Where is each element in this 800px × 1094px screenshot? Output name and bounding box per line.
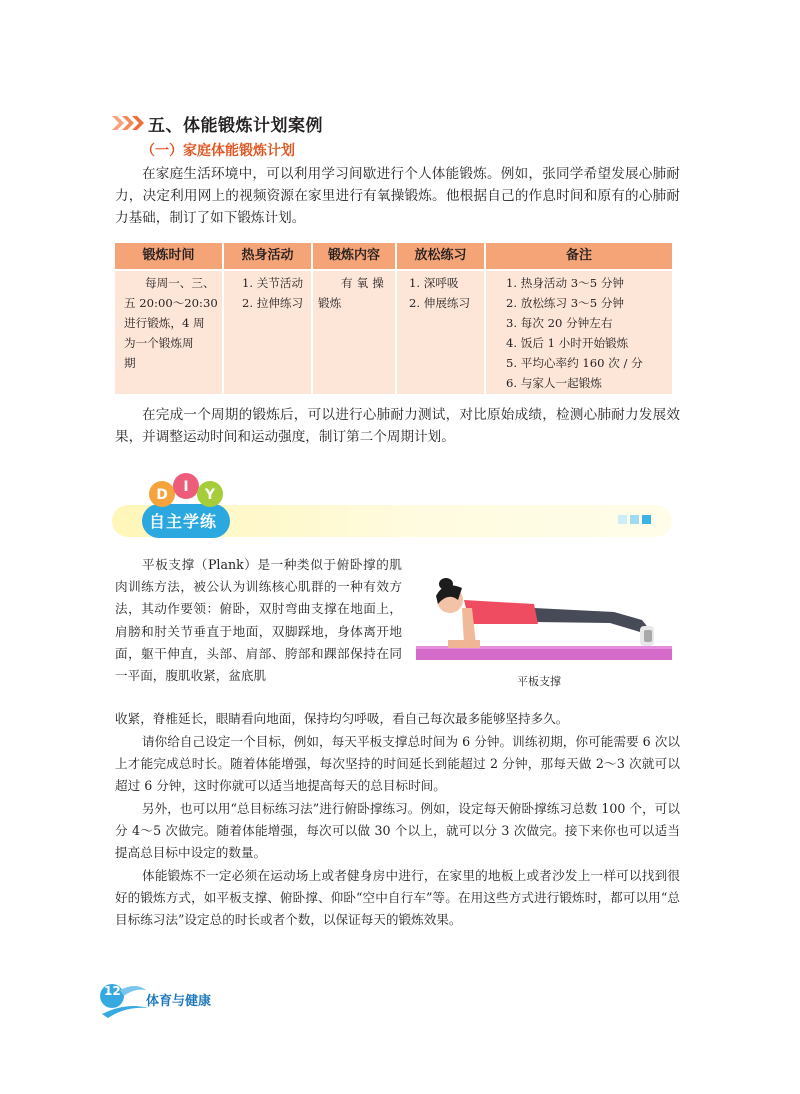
table-cell-line: 1. 深呼吸 bbox=[409, 276, 459, 290]
table-cell-line: 期 bbox=[124, 356, 136, 370]
book-title: 体育与健康 bbox=[146, 994, 212, 1009]
banner-square-icon bbox=[618, 515, 627, 524]
table-cell-line: 有氧操 bbox=[341, 276, 388, 290]
banner-square-icon bbox=[630, 515, 639, 524]
table-header-cooldown: 放松练习 bbox=[397, 243, 486, 269]
table-cell-line: 为一个锻炼周 bbox=[124, 336, 194, 350]
plank-paragraph-3: 另外，也可以用“总目标练习法”进行俯卧撑练习。例如，设定每天俯卧撑练习总数 100 个，可以分 4～5 次做完。随着体能增强，每次可以做 30 个以上，就可以分 3 次做完。接下来你也可以适当提高总目标中设定的数量。 bbox=[115, 801, 680, 861]
banner-square-icon bbox=[642, 515, 651, 524]
diy-badge-text: D bbox=[156, 487, 168, 503]
table-cell-line: 1. 关节活动 bbox=[242, 276, 304, 290]
table-header-notes: 备注 bbox=[486, 243, 672, 269]
table-header-warmup: 热身活动 bbox=[224, 243, 313, 269]
after-table-paragraph: 在完成一个周期的锻炼后，可以进行心肺耐力测试，对比原始成绩，检测心肺耐力发展效果，并调整运动时间和运动强度，制订第二个周期计划。 bbox=[115, 407, 680, 445]
table-row bbox=[115, 271, 672, 394]
table-cell-time bbox=[115, 271, 224, 394]
table-cell-warmup bbox=[224, 271, 313, 394]
table-header-time: 锻炼时间 bbox=[115, 243, 224, 269]
table-cell-line: 4. 饭后 1 小时开始锻炼 bbox=[506, 336, 629, 350]
table-cell-line: 6. 与家人一起锻炼 bbox=[506, 376, 602, 390]
plank-paragraph-2: 请你给自己设定一个目标，例如，每天平板支撑总时间为 6 分钟。训练初期，你可能需要 6 次以上才能完成总时长。随着体能增强，每次坚持的时间延长到能超过 2 分钟，那每天做 2～3 次就可以超过 6 分钟，这时你就可以适当地提高每天的总目标时间。 bbox=[115, 734, 680, 794]
svg-text:Y: Y bbox=[204, 487, 216, 503]
plank-paragraph-4: 体能锻炼不一定必须在运动场上或者健身房中进行，在家里的地板上或者沙发上一样可以找到很好的锻炼方式，如平板支撑、俯卧撑、仰卧“空中自行车”等。在用这些方式进行锻炼时，都可以用“总目标练习法”设定总的时长或者个数，以保证每天的锻炼效果。 bbox=[115, 868, 680, 928]
page-number: 12 bbox=[104, 984, 121, 998]
section-arrows-icon bbox=[112, 113, 146, 133]
table-cell-cooldown bbox=[397, 271, 486, 394]
subsection-title: （一）家庭体能锻炼计划 bbox=[141, 143, 295, 159]
photo-caption: 平板支撑 bbox=[517, 675, 561, 688]
table-cell-line: 2. 伸展练习 bbox=[409, 296, 471, 310]
table-cell-line: 3. 每次 20 分钟左右 bbox=[506, 316, 613, 330]
intro-paragraph: 在家庭生活环境中，可以利用学习间歇进行个人体能锻炼。例如，张同学希望发展心肺耐力，决定利用网上的视频资源在家里进行有氧操锻炼。他根据自己的作息时间和原有的心肺耐力基础，制订了如下锻炼计划。 bbox=[115, 166, 680, 226]
diy-label: 自主学练 bbox=[149, 512, 218, 531]
table-cell-line: 五 20:00～20:30 bbox=[124, 296, 218, 310]
table-cell-content bbox=[313, 271, 397, 394]
plank-paragraph-1: 平板支撑（Plank）是一种类似于俯卧撑的肌肉训练方法，被公认为训练核心肌群的一种有效方法，其动作要领：俯卧，双肘弯曲支撑在地面上，肩膀和肘关节垂直于地面，双脚踩地，身体离开地面，躯干伸直，头部、肩部、胯部和踝部保持在同一平面，腹肌收紧，盆底肌 bbox=[115, 557, 402, 684]
table-cell-line: 锻炼 bbox=[318, 296, 342, 310]
table-cell-line: 5. 平均心率约 160 次 / 分 bbox=[506, 356, 643, 370]
plan-table bbox=[115, 243, 672, 394]
svg-text:I: I bbox=[183, 479, 189, 495]
plank-photo bbox=[414, 560, 674, 672]
table-cell-line: 2. 拉伸练习 bbox=[242, 296, 304, 310]
table-header-row bbox=[115, 243, 672, 269]
diy-badge-icon bbox=[140, 466, 232, 544]
table-header-content: 锻炼内容 bbox=[313, 243, 397, 269]
table-cell-line: 每周一、三、 bbox=[145, 276, 215, 290]
plank-paragraph-1-continued: 收紧，脊椎延长，眼睛看向地面，保持均匀呼吸，看自己每次最多能够坚持多久。 bbox=[115, 711, 569, 726]
table-cell-line: 2. 放松练习 3～5 分钟 bbox=[506, 296, 625, 310]
section-title: 五、体能锻炼计划案例 bbox=[148, 116, 323, 136]
table-cell-line: 进行锻炼，4 周 bbox=[124, 316, 205, 330]
table-cell-line: 1. 热身活动 3～5 分钟 bbox=[506, 276, 625, 290]
table-cell-notes bbox=[486, 271, 672, 394]
